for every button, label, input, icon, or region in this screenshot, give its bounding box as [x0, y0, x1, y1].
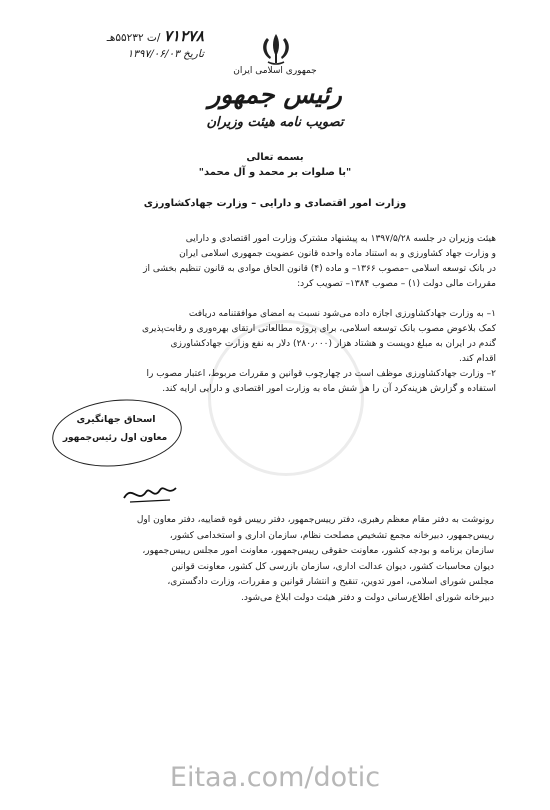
- header-subtitle-cabinet: تصویب نامه هیئت وزیران: [206, 115, 344, 130]
- cc-line: رییس‌جمهور، دبیرخانه مجمع تشخیص مصلحت نظام، سازمان اداری و استخدامی کشور،: [169, 530, 494, 541]
- basmala: بسمه تعالی: [246, 152, 304, 163]
- cc-list: [60, 513, 494, 606]
- text-line: کمک بلاعوض مصوب بانک توسعه اسلامی، برای پروژه مطالعاتی ارتقای بهره‌وری و رقابت‌پذیری: [142, 324, 496, 334]
- addressees: وزارت امور اقتصادی و دارایی – وزارت جهادکشاورزی: [143, 198, 407, 209]
- text-line: و وزارت جهاد کشاورزی و به استناد ماده واحده قانون عضویت جمهوری اسلامی ایران: [179, 249, 496, 259]
- cc-line: سازمان برنامه و بودجه کشور، معاونت حقوقی رییس‌جمهور، معاونت امور مجلس رییس‌جمهور،: [142, 546, 494, 556]
- header-subtitle: جمهوری اسلامی ایران: [233, 66, 317, 76]
- reference-block: [14, 28, 204, 64]
- signatory-name: اسحاق جهانگیری: [76, 414, 156, 425]
- reference-number: ۷۱۲۷۸: [163, 27, 204, 45]
- signature-scribble: [120, 478, 180, 508]
- text-line: استفاده و گزارش هزینه‌کرد آن را هر شش ماه به وزارت امور اقتصادی و دارایی ارایه کند.: [162, 384, 496, 394]
- date-value: ۱۳۹۷/۰۶/۰۳: [127, 48, 180, 60]
- paragraph-clause-2: [59, 367, 496, 397]
- text-line: در بانک توسعه اسلامی –مصوب ۱۳۶۶– و ماده (۴) قانون الحاق موادی به قانون تنظیم بخشی از: [143, 264, 496, 274]
- date-label: تاریخ: [183, 48, 204, 60]
- reference-number-suffix: /ت ۵۵۲۳۲هـ: [106, 32, 161, 44]
- signatory-title: معاون اول رئیس‌جمهور: [62, 433, 168, 443]
- cc-line: دیوان محاسبات کشور، دیوان عدالت اداری، سازمان بازرسی کل کشور، معاونت قوانین: [171, 561, 494, 572]
- cc-line: مجلس شورای اسلامی، امور تدوین، تنقیح و انتشار قوانین و مقررات، وزارت دادگستری،: [167, 577, 494, 587]
- cc-line: دبیرخانه شورای اطلاع‌رسانی دولت و دفتر هیئت دولت ابلاغ می‌شود.: [240, 592, 494, 603]
- text-line: مقررات مالی دولت (۱) – مصوب ۱۳۸۴– تصویب کرد:: [297, 279, 496, 289]
- salawat: "با صلوات بر محمد و آل محمد": [198, 167, 352, 178]
- signature-block: [52, 400, 180, 470]
- paragraph-intro: [59, 232, 496, 292]
- text-line: گندم در ایران به مبلغ دویست و هشتاد هزار (۲۸۰٫۰۰۰) دلار به نفع وزارت جهادکشاورزی: [170, 339, 496, 349]
- text-line: ۲– وزارت جهادکشاورزی موظف است در چهارچوب قوانین و مقررات مربوط، اعتبار مصوب را: [146, 369, 496, 379]
- text-line: ۱– به وزارت جهادکشاورزی اجازه داده می‌شود نسبت به امضای موافقتنامه دریافت: [188, 309, 496, 319]
- header-title: رئیس جمهور: [208, 80, 342, 109]
- cc-line: رونوشت به دفتر مقام معظم رهبری، دفتر رییس‌جمهور، دفتر رییس قوه قضاییه، دفتر معاون اول: [136, 515, 494, 525]
- text-line: اقدام کند.: [458, 354, 496, 364]
- text-line: هیئت وزیران در جلسه ۱۳۹۷/۵/۲۸ به پیشنهاد مشترک وزارت امور اقتصادی و دارایی: [185, 234, 496, 244]
- paragraph-clause-1: [59, 307, 496, 367]
- emblem-icon: [258, 32, 294, 66]
- footer-watermark: Eitaa.com/dotic: [169, 762, 381, 793]
